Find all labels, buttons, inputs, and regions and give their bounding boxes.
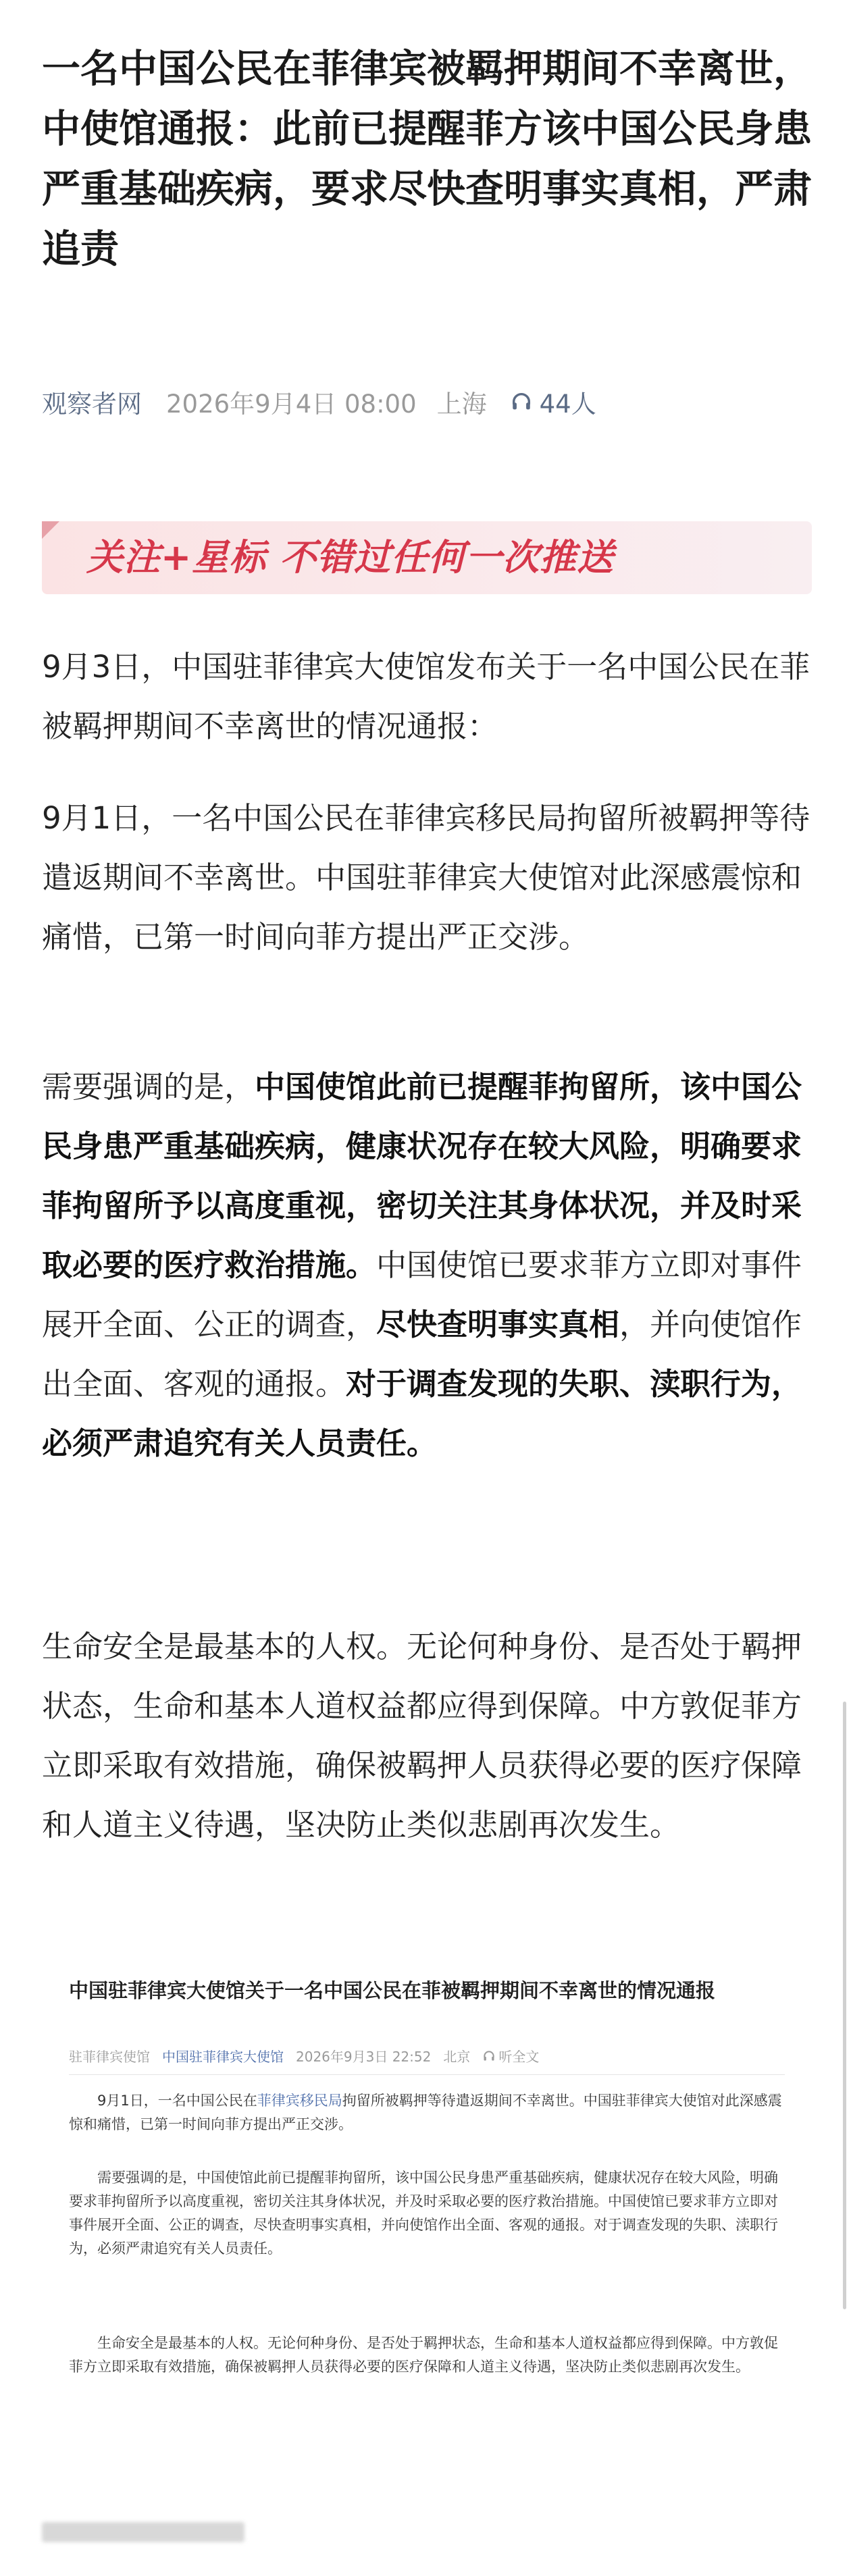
publish-city: 上海 (436, 390, 487, 419)
paragraph-1: 9月3日，中国驻菲律宾大使馆发布关于一名中国公民在菲被羁押期间不幸离世的情况通报： (42, 649, 810, 744)
scrollbar[interactable] (843, 1702, 846, 2309)
paragraph-3-text-2: 中国使馆已要求菲方立即对事件展开全面、公正的调查， (42, 1247, 802, 1342)
embedded-paragraph-1-b: 拘留所被羁押等待遣返期间不幸离世。中国驻菲律宾大使馆对此深感震惊和痛惜，已第一时间向菲方提出严正交涉。 (69, 2093, 782, 2132)
paragraph-3-bold-2: 尽快查明事实真相 (376, 1307, 620, 1342)
paragraph-3-bold-1: 中国使馆此前已提醒菲拘留所，该中国公民身患严重基础疾病，健康状况存在较大风险，明确要求菲拘留所予以高度重视，密切关注其身体状况，并及时采取必要的医疗救治措施。 (42, 1069, 802, 1283)
paragraph-3-text-3: ，并向使馆作出全面、客观的通报。 (42, 1307, 802, 1402)
embedded-paragraph-1 (69, 2089, 785, 2136)
embedded-listen-label: 听全文 (498, 2049, 540, 2065)
article-title: 一名中国公民在菲律宾被羁押期间不幸离世，中使馆通报：此前已提醒菲方该中国公民身患严重基础疾病，要求尽快查明事实真相，严肃追责 (42, 47, 812, 271)
embedded-listen (482, 2046, 551, 2066)
follow-banner[interactable] (42, 521, 812, 594)
article-meta (42, 382, 596, 422)
embedded-city: 北京 (443, 2049, 471, 2065)
paragraph-3-text-1: 需要强调的是， (42, 1069, 255, 1105)
embedded-account: 驻菲律宾使馆 (69, 2049, 150, 2065)
listen-button[interactable] (510, 384, 596, 420)
blurred-caption (42, 2522, 244, 2542)
paragraph-3 (42, 1057, 812, 1473)
follow-banner-text: 关注+星标 不错过任何一次推送 (86, 536, 615, 579)
paragraph-2: 9月1日，一名中国公民在菲律宾移民局拘留所被羁押等待遣返期间不幸离世。中国驻菲律宾大使馆对此深感震惊和痛惜，已第一时间向菲方提出严正交涉。 (42, 800, 810, 955)
paragraph-4: 生命安全是最基本的人权。无论何种身份、是否处于羁押状态，生命和基本人道权益都应得到保障。中方敦促菲方立即采取有效措施，确保被羁押人员获得必要的医疗保障和人道主义待遇，坚决防止类似悲剧再次发生。 (42, 1629, 802, 1843)
headphones-icon (482, 2049, 496, 2063)
paragraph-3-bold-3: 对于调查发现的失职、渎职行为，必须严肃追究有关人员责任。 (42, 1366, 802, 1461)
embedded-title: 中国驻菲律宾大使馆关于一名中国公民在菲被羁押期间不幸离世的情况通报 (69, 1979, 716, 2002)
embedded-divider (69, 2074, 785, 2075)
embedded-datetime: 2026年9月3日 22:52 (296, 2049, 432, 2065)
publish-date: 2026年9月4日 08:00 (166, 390, 417, 419)
embedded-link: 菲律宾移民局 (257, 2093, 342, 2109)
listener-count: 44人 (539, 390, 596, 419)
embedded-paragraph-2: 需要强调的是，中国使馆此前已提醒菲拘留所，该中国公民身患严重基础疾病，健康状况存在较大风险，明确要求菲拘留所予以高度重视，密切关注其身体状况，并及时采取必要的医疗救治措施。中国使馆已要求菲方立即对事件展开全面、公正的调查，尽快查明事实真相，并向使馆作出全面、客观的通报。对于调查发现的失职、渎职行为，必须严肃追究有关人员责任。 (69, 2170, 778, 2257)
embedded-paragraph-1-a: 9月1日，一名中国公民在 (97, 2093, 257, 2109)
source-link[interactable]: 观察者网 (42, 390, 142, 419)
embedded-screenshot (42, 1970, 812, 2483)
banner-corner-flag (42, 521, 59, 539)
embedded-meta (69, 2046, 563, 2066)
headphones-icon (510, 390, 533, 413)
embedded-org: 中国驻菲律宾大使馆 (162, 2049, 284, 2065)
embedded-paragraph-3: 生命安全是最基本的人权。无论何种身份、是否处于羁押状态，生命和基本人道权益都应得到保障。中方敦促菲方立即采取有效措施，确保被羁押人员获得必要的医疗保障和人道主义待遇，坚决防止类似悲剧再次发生。 (69, 2335, 778, 2375)
